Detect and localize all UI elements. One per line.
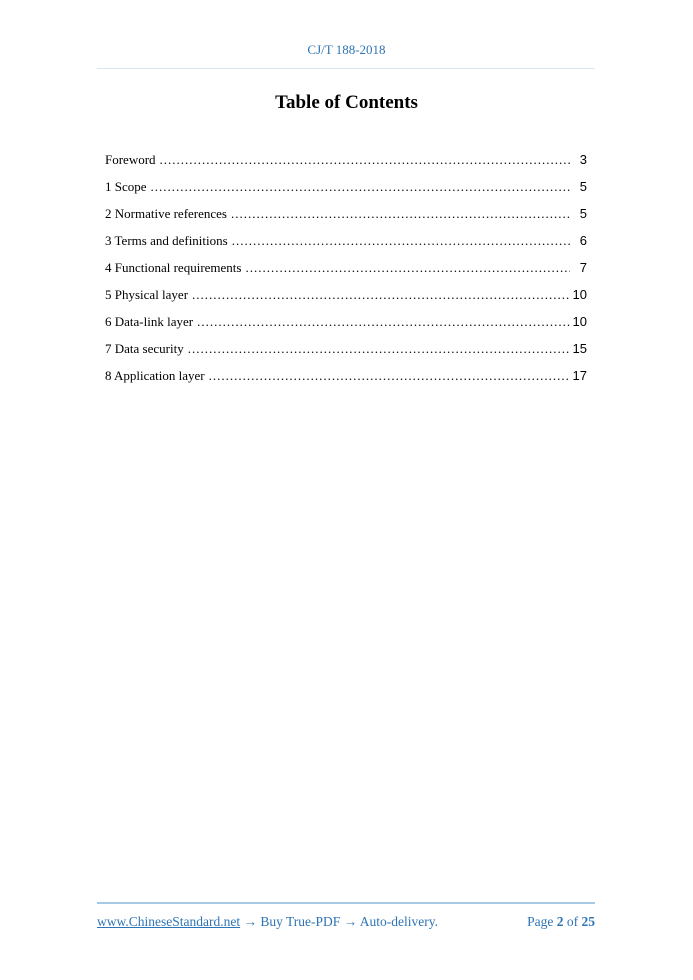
footer-rule xyxy=(97,902,595,904)
toc-leader-dots xyxy=(188,335,570,362)
toc-row[interactable] xyxy=(105,308,587,335)
toc-row[interactable] xyxy=(105,362,587,389)
toc-leader-dots xyxy=(192,281,569,308)
toc-entry-label: Foreword xyxy=(105,152,156,167)
toc-row[interactable] xyxy=(105,173,587,200)
of-label: of xyxy=(566,914,579,929)
toc-leader-dots xyxy=(151,173,570,200)
toc-row[interactable] xyxy=(105,335,587,362)
toc-entry-label: 8 Application layer xyxy=(105,368,205,383)
page-title: Table of Contents xyxy=(275,92,418,113)
toc-entry-label: 3 Terms and definitions xyxy=(105,233,228,248)
toc-entry-label: 5 Physical layer xyxy=(105,287,189,302)
toc-leader-dots xyxy=(245,254,570,281)
toc-page-number: 5 xyxy=(579,179,587,194)
toc-entry-label: 1 Scope xyxy=(105,179,147,194)
toc-row[interactable] xyxy=(105,146,587,173)
toc-entry-label: 4 Functional requirements xyxy=(105,260,242,275)
toc-row[interactable] xyxy=(105,227,587,254)
toc-page-number: 15 xyxy=(572,341,587,356)
footer-buy-text: Buy True-PDF xyxy=(260,914,341,929)
toc-leader-dots xyxy=(209,362,570,389)
header-rule xyxy=(97,68,595,69)
toc-leader-dots xyxy=(197,308,569,335)
toc-page-number: 17 xyxy=(572,368,587,383)
footer-site-link[interactable]: www.ChineseStandard.net xyxy=(97,914,241,929)
page-total: 25 xyxy=(581,914,595,929)
toc-entry-label: 7 Data security xyxy=(105,341,184,356)
toc-page-number: 6 xyxy=(579,233,587,248)
right-arrow-icon: → xyxy=(243,914,257,929)
toc-page-number: 5 xyxy=(579,206,587,221)
toc-row[interactable] xyxy=(105,254,587,281)
toc-leader-dots xyxy=(232,227,570,254)
page-current: 2 xyxy=(556,914,564,929)
toc-page-number: 3 xyxy=(579,152,587,167)
right-arrow-icon: → xyxy=(343,914,358,929)
toc-leader-dots xyxy=(231,200,570,227)
page-indicator xyxy=(527,913,595,930)
toc-page-number: 7 xyxy=(579,260,587,275)
toc-entry-label: 6 Data-link layer xyxy=(105,314,194,329)
toc-entry-label: 2 Normative references xyxy=(105,206,227,221)
page-label: Page xyxy=(527,914,554,929)
toc-page-number: 10 xyxy=(572,314,587,329)
toc-row[interactable] xyxy=(105,281,587,308)
toc-row[interactable] xyxy=(105,200,587,227)
footer-promo-line xyxy=(97,913,438,930)
toc-leader-dots xyxy=(160,146,570,173)
page-footer xyxy=(97,902,595,930)
footer-delivery-text: Auto-delivery. xyxy=(359,914,439,929)
table-of-contents xyxy=(105,146,587,389)
toc-page-number: 10 xyxy=(572,287,587,302)
header-doc-number: CJ/T 188-2018 xyxy=(307,42,386,57)
